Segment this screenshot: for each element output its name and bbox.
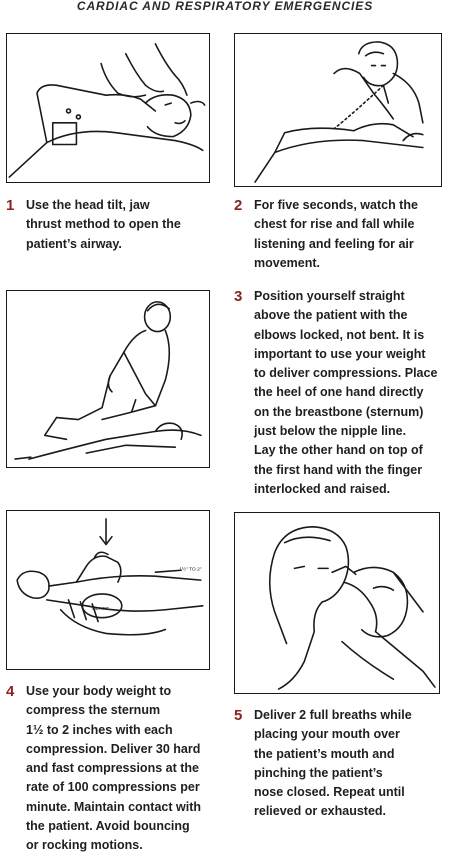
step-number: 1 (6, 197, 15, 214)
head-tilt-jaw-thrust-illustration (6, 33, 210, 183)
step-number: 3 (234, 288, 243, 305)
mouth-to-mouth-breaths-illustration (234, 512, 440, 694)
step-text: For five seconds, watch the chest for rise and fall while listening and feeling for air movement. (254, 198, 418, 270)
kneeling-rescuer-position-illustration (6, 290, 210, 468)
watch-chest-breathing-illustration (234, 33, 442, 187)
sternum-compression-diagram-illustration (6, 510, 210, 670)
page-title: CARDIAC AND RESPIRATORY EMERGENCIES (76, 0, 374, 13)
step-text: Deliver 2 full breaths while placing your mouth over the patient’s mouth and pinching the patient’s nose closed. Repeat until relieved or exhausted. (254, 708, 412, 819)
step-number: 4 (6, 683, 15, 700)
step-text: Position yourself straight above the patient with the elbows locked, not bent. It is important to use your weight to deliver compressions. Place the heel of one hand directly on the breastbone (sternum) just below the nipple line. Lay the other hand on top of the first hand with the finger interlocked and raised. (254, 289, 438, 496)
step-number: 5 (234, 707, 243, 724)
depth-label: 1½" TO 2" (179, 567, 202, 573)
step-number: 2 (234, 197, 243, 214)
step-text: Use the head tilt, jaw thrust method to open the patient’s airway. (26, 198, 181, 251)
heart-label: HEART (92, 606, 109, 612)
step-text: Use your body weight to compress the sternum 1½ to 2 inches with each compression. Deliver 30 hard and fast compressions at the rate of 100 compressions per minute. Maintain contact with the patient. Avoid bouncing or rocking motions. (26, 684, 202, 853)
